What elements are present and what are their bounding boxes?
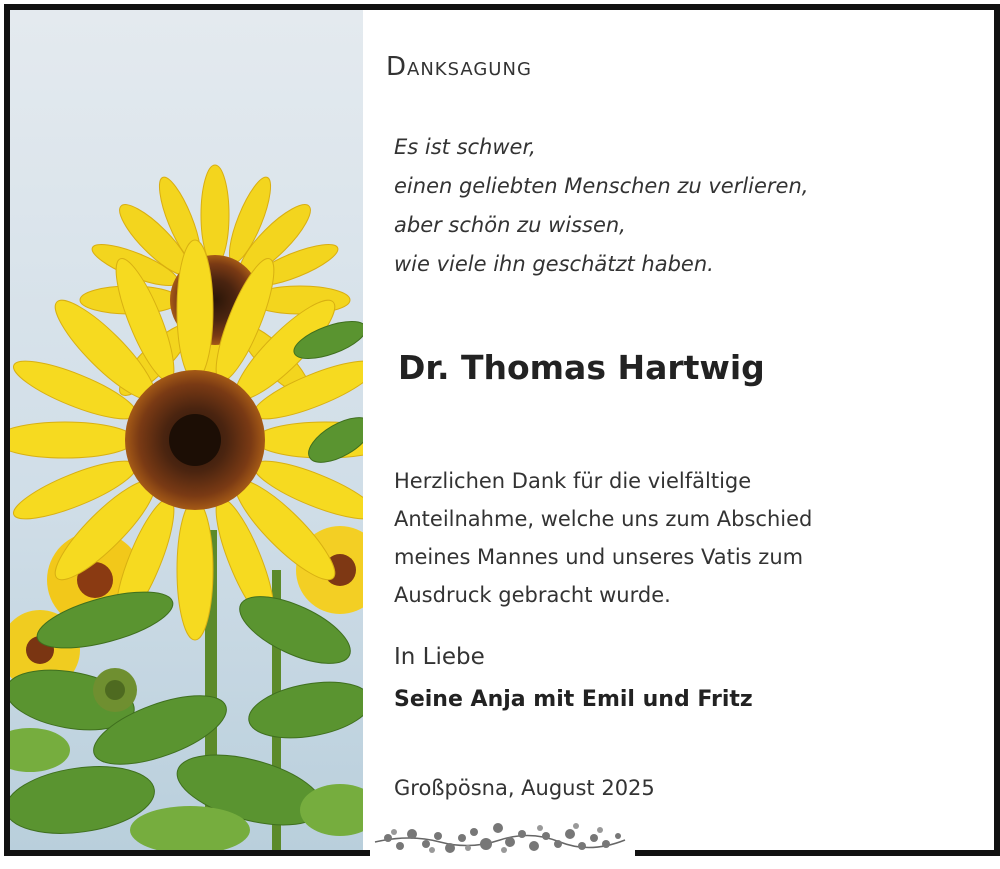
thanks-line: Anteilnahme, welche uns zum Abschied: [394, 507, 813, 531]
place-date: Großpösna, August 2025: [394, 776, 655, 800]
heading: Danksagung: [386, 52, 532, 82]
quote-line: aber schön zu wissen,: [394, 213, 626, 237]
sunflower-image: [10, 10, 363, 850]
thanks-line: Ausdruck gebracht wurde.: [394, 583, 671, 607]
quote: [394, 128, 808, 284]
family-signature: Seine Anja mit Emil und Fritz: [394, 687, 753, 712]
closing: In Liebe: [394, 644, 485, 670]
deceased-name: Dr. Thomas Hartwig: [398, 348, 765, 387]
quote-line: Es ist schwer,: [394, 135, 536, 159]
quote-line: einen geliebten Menschen zu verlieren,: [394, 174, 809, 198]
thanks-line: meines Mannes und unseres Vatis zum: [394, 545, 804, 569]
thanks-text: [394, 462, 812, 614]
quote-line: wie viele ihn geschätzt haben.: [394, 252, 714, 276]
obituary-card: [4, 4, 1000, 856]
text-column: [386, 10, 984, 850]
ivy-ornament-icon: [370, 818, 635, 858]
thanks-line: Herzlichen Dank für die vielfältige: [394, 469, 752, 493]
